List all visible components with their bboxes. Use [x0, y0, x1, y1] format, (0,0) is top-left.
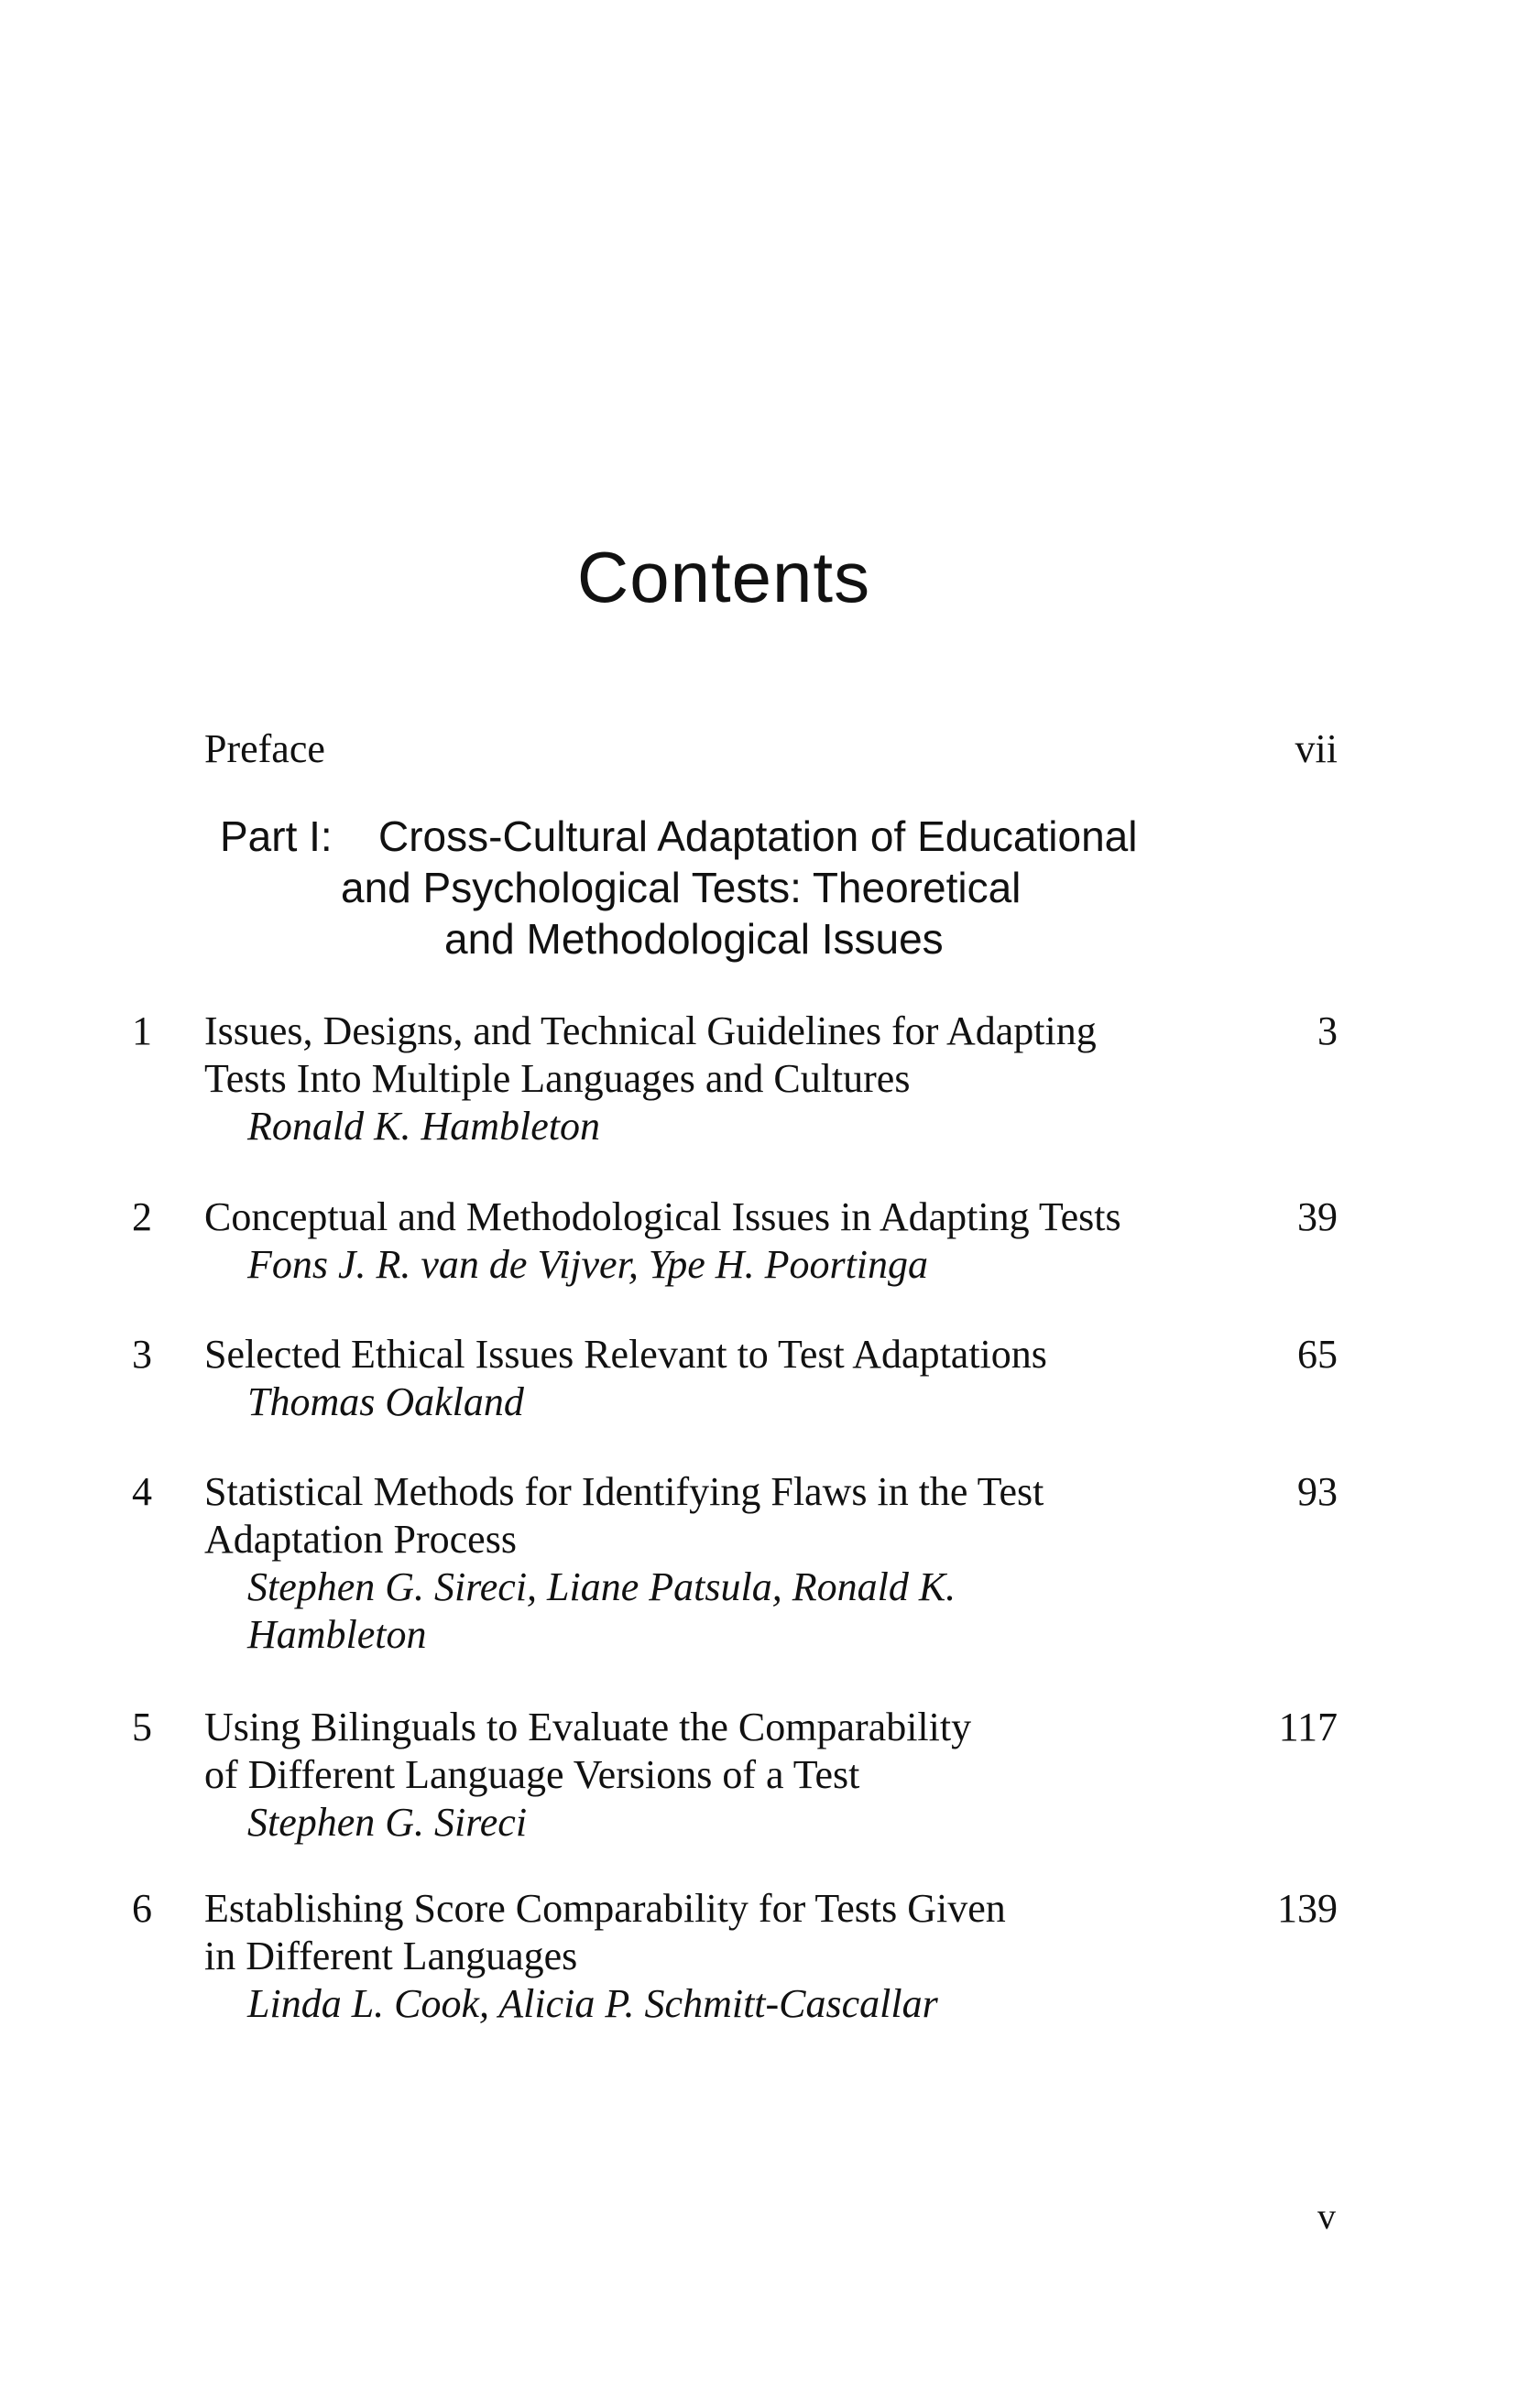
- author-line: Fons J. R. van de Vijver, Ype H. Poortinga: [247, 1242, 929, 1287]
- chapter-page-number: 93: [1297, 1469, 1338, 1514]
- chapter-page-number: 39: [1297, 1194, 1338, 1239]
- chapter-body: [204, 1704, 1258, 1847]
- chapter-title-line: Tests Into Multiple Languages and Cultures: [204, 1056, 911, 1101]
- chapter-title-line: Conceptual and Methodological Issues in Adapting Tests: [204, 1194, 1121, 1239]
- author-line: Ronald K. Hambleton: [247, 1104, 600, 1149]
- author-line: Stephen G. Sireci, Liane Patsula, Ronald K.: [247, 1564, 956, 1609]
- chapter-body: [204, 1331, 1258, 1426]
- chapter-authors: [204, 1378, 1258, 1426]
- author-line: Stephen G. Sireci: [247, 1800, 528, 1845]
- chapter-title-line: in Different Languages: [204, 1934, 578, 1978]
- chapter-authors: [204, 1103, 1258, 1150]
- author-line: Thomas Oakland: [247, 1379, 524, 1424]
- chapter-number: 3: [132, 1332, 152, 1377]
- author-line: Linda L. Cook, Alicia P. Schmitt-Cascallar: [247, 1981, 938, 2026]
- chapter-page-number: 65: [1297, 1332, 1338, 1377]
- part-title-line: Cross-Cultural Adaptation of Educational: [378, 812, 1138, 860]
- chapter-title-line: of Different Language Versions of a Test: [204, 1752, 860, 1797]
- part-title-line: and Methodological Issues: [444, 915, 944, 963]
- chapter-title-line: Statistical Methods for Identifying Flaws in the Test: [204, 1469, 1044, 1514]
- chapter-number: 4: [132, 1469, 152, 1514]
- chapter-body: [204, 1193, 1258, 1289]
- chapter-title-line: Using Bilinguals to Evaluate the Comparability: [204, 1705, 972, 1749]
- chapter-authors: [204, 1241, 1258, 1289]
- part-title-line: and Psychological Tests: Theoretical: [341, 864, 1022, 911]
- toc-entry-preface: [204, 724, 1338, 775]
- preface-page-number: vii: [1295, 726, 1338, 771]
- chapter-title-line: Issues, Designs, and Technical Guidelines for Adapting: [204, 1008, 1097, 1053]
- chapter-authors: [204, 1564, 1258, 1659]
- part-label: Part I:: [220, 812, 333, 860]
- chapter-authors: [204, 1980, 1258, 2028]
- page-title: Contents: [576, 537, 871, 617]
- chapter-body: [204, 1468, 1258, 1659]
- chapter-body: [204, 1885, 1258, 2028]
- author-line: Hambleton: [247, 1612, 427, 1657]
- chapter-title-line: Selected Ethical Issues Relevant to Test Adaptations: [204, 1332, 1047, 1377]
- chapter-authors: [204, 1799, 1258, 1847]
- chapter-number: 1: [132, 1008, 152, 1053]
- chapter-body: [204, 1008, 1258, 1150]
- chapter-number: 2: [132, 1194, 152, 1239]
- chapter-number: 5: [132, 1705, 152, 1749]
- chapter-number: 6: [132, 1886, 152, 1931]
- chapter-page-number: 117: [1278, 1705, 1338, 1749]
- part-heading: [220, 811, 1246, 964]
- chapter-page-number: 3: [1317, 1008, 1338, 1053]
- preface-label: Preface: [204, 726, 325, 771]
- chapter-title-line: Establishing Score Comparability for Tests Given: [204, 1886, 1006, 1931]
- chapter-title-line: Adaptation Process: [204, 1517, 517, 1562]
- chapter-page-number: 139: [1277, 1886, 1338, 1931]
- page-folio: v: [1317, 2196, 1336, 2237]
